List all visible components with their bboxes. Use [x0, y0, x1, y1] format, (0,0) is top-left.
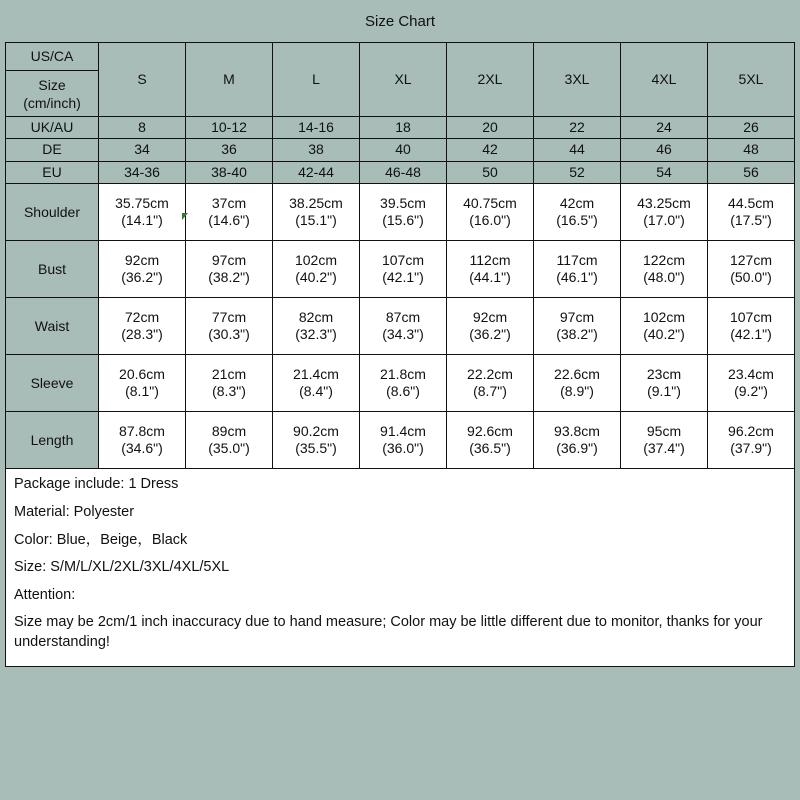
cell-length-2xl — [447, 412, 534, 469]
cell-shoulder-5xl — [708, 184, 795, 241]
cell-ukau-xl: 18 — [360, 116, 447, 139]
cell-waist-5xl — [708, 298, 795, 355]
table-row — [6, 184, 795, 241]
page-title — [0, 0, 800, 42]
value-inch: (14.6") — [208, 212, 250, 229]
value-inch: (48.0") — [643, 269, 685, 286]
cell-de-l: 38 — [273, 139, 360, 162]
cell-eu-4xl: 54 — [621, 161, 708, 184]
row-label-shoulder: Shoulder — [6, 184, 99, 241]
value-inch: (44.1") — [469, 269, 511, 286]
cell-de-s: 34 — [99, 139, 186, 162]
column-header-xl: XL — [360, 43, 447, 117]
cell-sleeve-s — [99, 355, 186, 412]
cell-sleeve-xl — [360, 355, 447, 412]
cell-eu-s: 34-36 — [99, 161, 186, 184]
value-cm: 92cm — [472, 308, 508, 325]
value-inch: (17.0") — [643, 212, 685, 229]
page-title-text: Size Chart — [364, 12, 436, 30]
value-inch: (38.2") — [208, 269, 250, 286]
cell-de-xl: 40 — [360, 139, 447, 162]
value-cm: 20.6cm — [119, 365, 165, 382]
size-chart-table — [5, 42, 795, 469]
row-label-sleeve: Sleeve — [6, 355, 99, 412]
table-row — [6, 412, 795, 469]
cell-sleeve-4xl — [621, 355, 708, 412]
cell-length-s — [99, 412, 186, 469]
cell-eu-xl: 46-48 — [360, 161, 447, 184]
cell-eu-5xl: 56 — [708, 161, 795, 184]
value-inch: (40.2") — [643, 326, 685, 343]
value-cm: 102cm — [294, 251, 338, 268]
cell-de-m: 36 — [186, 139, 273, 162]
cell-sleeve-l — [273, 355, 360, 412]
cell-ukau-2xl: 20 — [447, 116, 534, 139]
value-inch: (46.1") — [556, 269, 598, 286]
value-inch: (9.1") — [647, 383, 681, 400]
value-cm: 97cm — [559, 308, 595, 325]
value-inch: (42.1") — [382, 269, 424, 286]
value-cm: 38.25cm — [289, 194, 343, 211]
value-cm: 122cm — [642, 251, 686, 268]
value-cm: 77cm — [211, 308, 247, 325]
cell-bust-5xl — [708, 241, 795, 298]
column-header-m: M — [186, 43, 273, 117]
value-cm: 21.4cm — [293, 365, 339, 382]
value-inch: (40.2") — [295, 269, 337, 286]
value-cm: 91.4cm — [380, 422, 426, 439]
cell-shoulder-m — [186, 184, 273, 241]
cell-ukau-m: 10-12 — [186, 116, 273, 139]
value-inch: (15.1") — [295, 212, 337, 229]
value-inch: (8.1") — [125, 383, 159, 400]
column-header-l: L — [273, 43, 360, 117]
cell-length-5xl — [708, 412, 795, 469]
cell-shoulder-3xl — [534, 184, 621, 241]
cell-shoulder-s — [99, 184, 186, 241]
cell-ukau-5xl: 26 — [708, 116, 795, 139]
value-cm: 35.75cm — [115, 194, 169, 211]
value-cm: 90.2cm — [293, 422, 339, 439]
value-cm: 23.4cm — [728, 365, 774, 382]
cell-eu-2xl: 50 — [447, 161, 534, 184]
table-row — [6, 355, 795, 412]
cell-shoulder-2xl — [447, 184, 534, 241]
value-cm: 43.25cm — [637, 194, 691, 211]
row-label-ukau: UK/AU — [6, 116, 99, 139]
value-inch: (36.2") — [469, 326, 511, 343]
value-cm: 82cm — [298, 308, 334, 325]
value-cm: 37cm — [211, 194, 247, 211]
header-usca-size-cell — [6, 43, 99, 117]
column-header-3xl: 3XL — [534, 43, 621, 117]
table-row — [6, 161, 795, 184]
cell-de-3xl: 44 — [534, 139, 621, 162]
cell-sleeve-5xl — [708, 355, 795, 412]
value-inch: (16.0") — [469, 212, 511, 229]
value-cm: 22.6cm — [554, 365, 600, 382]
cell-eu-3xl: 52 — [534, 161, 621, 184]
value-inch: (9.2") — [734, 383, 768, 400]
value-cm: 92.6cm — [467, 422, 513, 439]
table-row — [6, 241, 795, 298]
value-inch: (8.9") — [560, 383, 594, 400]
value-cm: 44.5cm — [728, 194, 774, 211]
row-label-de: DE — [6, 139, 99, 162]
value-inch: (17.5") — [730, 212, 772, 229]
value-inch: (36.2") — [121, 269, 163, 286]
row-label-waist: Waist — [6, 298, 99, 355]
value-inch: (37.4") — [643, 440, 685, 457]
cell-ukau-3xl: 22 — [534, 116, 621, 139]
product-notes — [5, 469, 795, 667]
value-inch: (8.7") — [473, 383, 507, 400]
cell-ukau-l: 14-16 — [273, 116, 360, 139]
value-cm: 117cm — [556, 251, 598, 268]
cell-waist-2xl — [447, 298, 534, 355]
value-cm: 95cm — [646, 422, 682, 439]
cell-de-4xl: 46 — [621, 139, 708, 162]
value-cm: 93.8cm — [554, 422, 600, 439]
note-attention-text: Size may be 2cm/1 inch inaccuracy due to hand measure; Color may be little different due to monitor, thanks for your understanding! — [14, 614, 763, 650]
value-cm: 92cm — [124, 251, 160, 268]
value-cm: 72cm — [124, 308, 160, 325]
value-inch: (37.9") — [730, 440, 772, 457]
cell-length-4xl — [621, 412, 708, 469]
value-inch: (8.4") — [299, 383, 333, 400]
row-label-bust: Bust — [6, 241, 99, 298]
note-package: Package include: 1 Dress — [14, 476, 179, 493]
value-inch: (32.3") — [295, 326, 337, 343]
value-cm: 89cm — [211, 422, 247, 439]
cell-de-5xl: 48 — [708, 139, 795, 162]
value-cm: 22.2cm — [467, 365, 513, 382]
cell-length-3xl — [534, 412, 621, 469]
cell-sleeve-2xl — [447, 355, 534, 412]
note-material: Material: Polyester — [14, 503, 135, 520]
value-inch: (36.5") — [469, 440, 511, 457]
column-header-5xl: 5XL — [708, 43, 795, 117]
value-cm: 107cm — [729, 308, 773, 325]
value-inch: (8.6") — [386, 383, 420, 400]
cell-waist-xl — [360, 298, 447, 355]
cell-ukau-4xl: 24 — [621, 116, 708, 139]
value-inch: (28.3") — [121, 326, 163, 343]
cell-sleeve-3xl — [534, 355, 621, 412]
value-cm: 87cm — [385, 308, 421, 325]
cell-ukau-s: 8 — [99, 116, 186, 139]
cell-bust-l — [273, 241, 360, 298]
value-cm: 87.8cm — [119, 422, 165, 439]
note-size: Size: S/M/L/XL/2XL/3XL/4XL/5XL — [14, 559, 230, 576]
column-header-4xl: 4XL — [621, 43, 708, 117]
value-cm: 97cm — [211, 251, 247, 268]
column-header-s: S — [99, 43, 186, 117]
value-inch: (36.0") — [382, 440, 424, 457]
green-arrow-marker — [182, 213, 188, 220]
cell-waist-3xl — [534, 298, 621, 355]
value-cm: 112cm — [469, 251, 511, 268]
cell-bust-m — [186, 241, 273, 298]
value-inch: (14.1") — [121, 212, 163, 229]
table-row — [6, 116, 795, 139]
cell-shoulder-xl — [360, 184, 447, 241]
cell-shoulder-l — [273, 184, 360, 241]
cell-waist-m — [186, 298, 273, 355]
header-size-line1: Size — [38, 76, 66, 93]
table-row — [6, 298, 795, 355]
value-cm: 102cm — [642, 308, 686, 325]
value-inch: (34.6") — [121, 440, 163, 457]
value-cm: 42cm — [559, 194, 595, 211]
value-inch: (15.6") — [382, 212, 424, 229]
value-inch: (16.5") — [556, 212, 598, 229]
cell-bust-4xl — [621, 241, 708, 298]
cell-waist-4xl — [621, 298, 708, 355]
row-label-eu: EU — [6, 161, 99, 184]
cell-waist-s — [99, 298, 186, 355]
cell-waist-l — [273, 298, 360, 355]
value-inch: (50.0") — [730, 269, 772, 286]
cell-bust-3xl — [534, 241, 621, 298]
value-cm: 107cm — [381, 251, 425, 268]
header-size-line2: (cm/inch) — [23, 94, 81, 111]
cell-de-2xl: 42 — [447, 139, 534, 162]
note-attention-label: Attention: — [14, 586, 76, 603]
value-cm: 23cm — [646, 365, 682, 382]
cell-shoulder-4xl — [621, 184, 708, 241]
value-cm: 96.2cm — [728, 422, 774, 439]
value-cm: 40.75cm — [463, 194, 517, 211]
cell-bust-s — [99, 241, 186, 298]
value-inch: (36.9") — [556, 440, 598, 457]
column-header-2xl: 2XL — [447, 43, 534, 117]
table-row-header — [6, 43, 795, 117]
value-inch: (38.2") — [556, 326, 598, 343]
cell-eu-l: 42-44 — [273, 161, 360, 184]
value-inch: (30.3") — [208, 326, 250, 343]
value-inch: (34.3") — [382, 326, 424, 343]
row-label-length: Length — [6, 412, 99, 469]
value-cm: 127cm — [729, 251, 773, 268]
value-cm: 39.5cm — [380, 194, 426, 211]
cell-length-m — [186, 412, 273, 469]
value-cm: 21.8cm — [380, 365, 426, 382]
header-size-label — [6, 71, 98, 116]
cell-bust-xl — [360, 241, 447, 298]
cell-sleeve-m — [186, 355, 273, 412]
header-usca-label: US/CA — [6, 43, 98, 71]
cell-bust-2xl — [447, 241, 534, 298]
value-inch: (8.3") — [212, 383, 246, 400]
value-inch: (35.0") — [208, 440, 250, 457]
table-row — [6, 139, 795, 162]
cell-length-xl — [360, 412, 447, 469]
cell-length-l — [273, 412, 360, 469]
value-inch: (42.1") — [730, 326, 772, 343]
cell-eu-m: 38-40 — [186, 161, 273, 184]
value-inch: (35.5") — [295, 440, 337, 457]
note-color: Color: Blue，Beige，Black — [14, 531, 188, 548]
value-cm: 21cm — [211, 365, 247, 382]
